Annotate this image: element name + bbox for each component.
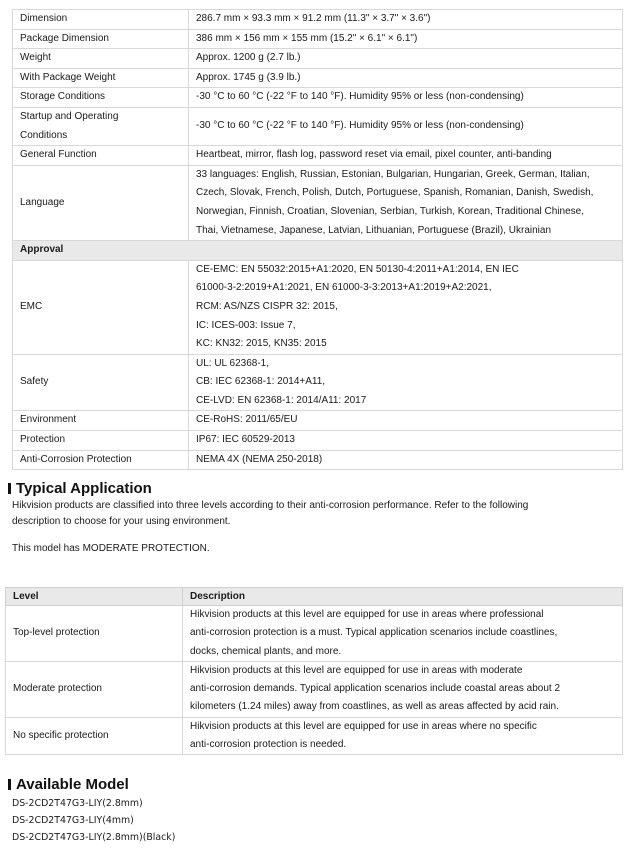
levels-header-description: Description — [183, 588, 623, 606]
spec-row — [13, 165, 623, 240]
level-description-line: docks, chemical plants, and more. — [190, 645, 342, 657]
levels-header-level: Level — [6, 588, 183, 606]
spec-value — [189, 354, 623, 411]
level-name: No specific protection — [6, 717, 183, 755]
typical-application-title: Typical Application — [16, 480, 152, 497]
level-name: Top-level protection — [6, 606, 183, 662]
level-name: Moderate protection — [6, 661, 183, 717]
spec-row — [13, 49, 623, 69]
level-row — [6, 717, 623, 755]
typical-intro-line: description to choose for your using environment. — [12, 516, 231, 527]
spec-label: Weight — [13, 49, 189, 69]
spec-value-line: Thai, Vietnamese, Japanese, Latvian, Lithuanian, Portuguese (Brazil), Ukrainian — [196, 224, 552, 236]
spec-value — [189, 411, 623, 431]
level-description-line: anti-corrosion protection is needed. — [190, 739, 347, 751]
model-item: DS-2CD2T47G3-LIY(4mm) — [12, 815, 134, 826]
spec-label-line: Conditions — [20, 129, 68, 141]
spec-value — [189, 88, 623, 108]
level-description — [183, 606, 623, 662]
spec-value — [189, 450, 623, 470]
spec-label: Package Dimension — [13, 29, 189, 49]
spec-value — [189, 165, 623, 240]
level-row — [6, 606, 623, 662]
spec-label — [13, 107, 189, 145]
model-protection-note: This model has MODERATE PROTECTION. — [12, 543, 210, 554]
spec-row — [13, 431, 623, 451]
spec-label: Storage Conditions — [13, 88, 189, 108]
spec-value-line: CE-RoHS: 2011/65/EU — [196, 414, 298, 426]
spec-row — [13, 107, 623, 145]
level-description — [183, 717, 623, 755]
available-model-title: Available Model — [16, 776, 129, 793]
spec-row — [13, 260, 623, 354]
model-item: DS-2CD2T47G3-LIY(2.8mm)(Black) — [12, 832, 176, 843]
spec-row — [13, 10, 623, 30]
spec-value-line: Heartbeat, mirror, flash log, password reset via email, pixel counter, anti-banding — [196, 149, 552, 161]
typical-intro — [12, 498, 612, 530]
spec-label: Environment — [13, 411, 189, 431]
spec-table — [12, 9, 623, 470]
spec-value-line: IC: ICES-003: Issue 7, — [196, 319, 296, 331]
spec-value-line: NEMA 4X (NEMA 250-2018) — [196, 453, 323, 465]
spec-row — [13, 146, 623, 166]
spec-value — [189, 29, 623, 49]
spec-label: Anti-Corrosion Protection — [13, 450, 189, 470]
spec-row — [13, 68, 623, 88]
spec-value-line: Czech, Slovak, French, Polish, Dutch, Portuguese, Spanish, Romanian, Danish, Swedish, — [196, 187, 594, 199]
spec-row — [13, 88, 623, 108]
model-item: DS-2CD2T47G3-LIY(2.8mm) — [12, 798, 143, 809]
spec-label: Dimension — [13, 10, 189, 30]
spec-value-line: Approx. 1745 g (3.9 lb.) — [196, 71, 301, 83]
spec-value — [189, 146, 623, 166]
spec-label: EMC — [13, 260, 189, 354]
model-list — [12, 795, 175, 846]
spec-value — [189, 431, 623, 451]
spec-value-line: CB: IEC 62368-1: 2014+A11, — [196, 376, 326, 388]
heading-bullet-icon — [8, 779, 11, 790]
levels-table-body — [6, 606, 623, 755]
spec-row — [13, 450, 623, 470]
spec-value-line: 286.7 mm × 93.3 mm × 91.2 mm (11.3" × 3.7" × 3.6") — [196, 13, 431, 24]
spec-value-line: -30 °C to 60 °C (-22 °F to 140 °F). Humidity 95% or less (non-condensing) — [196, 91, 524, 103]
spec-value — [189, 107, 623, 145]
spec-value-line: IP67: IEC 60529-2013 — [196, 434, 295, 446]
spec-row — [13, 411, 623, 431]
spec-value-line: Approx. 1200 g (2.7 lb.) — [196, 52, 301, 64]
available-model-heading — [8, 776, 129, 793]
level-description-line: anti-corrosion demands. Typical application scenarios include coastal areas about 2 — [190, 683, 561, 695]
level-description-line: Hikvision products at this level are equipped for use in areas where no specific — [190, 720, 537, 732]
spec-value-line: CE-EMC: EN 55032:2015+A1:2020, EN 50130-4:2011+A1:2014, EN IEC — [196, 263, 519, 275]
spec-row — [13, 354, 623, 411]
level-description-line: anti-corrosion protection is a must. Typical application scenarios include coastlines, — [190, 627, 558, 639]
spec-value — [189, 68, 623, 88]
protection-levels-table — [5, 587, 623, 755]
level-description-line: Hikvision products at this level are equipped for use in areas where professional — [190, 609, 544, 620]
spec-value-line: 61000-3-2:2019+A1:2021, EN 61000-3-3:2013+A1:2019+A2:2021, — [196, 282, 492, 294]
level-description — [183, 661, 623, 717]
typical-application-heading — [8, 480, 152, 497]
spec-value-line: -30 °C to 60 °C (-22 °F to 140 °F). Humidity 95% or less (non-condensing) — [196, 120, 524, 132]
spec-value-line: UL: UL 62368-1, — [196, 357, 270, 369]
levels-header-row — [6, 588, 623, 606]
heading-bullet-icon — [8, 483, 11, 494]
spec-label: General Function — [13, 146, 189, 166]
spec-table-body — [13, 10, 623, 470]
spec-label: Language — [13, 165, 189, 240]
level-description-line: kilometers (1.24 miles) away from coastlines, as well as areas affected by acid rain. — [190, 701, 559, 713]
spec-value — [189, 10, 623, 30]
spec-value-line: 33 languages: English, Russian, Estonian, Bulgarian, Hungarian, Greek, German, Italian, — [196, 168, 590, 180]
spec-label: With Package Weight — [13, 68, 189, 88]
spec-value-line: CE-LVD: EN 62368-1: 2014/A11: 2017 — [196, 394, 367, 406]
spec-value-line: Norwegian, Finnish, Croatian, Slovenian, Serbian, Turkish, Korean, Traditional Chinese, — [196, 205, 584, 217]
spec-value-line: KC: KN32: 2015, KN35: 2015 — [196, 338, 327, 350]
level-description-line: Hikvision products at this level are equipped for use in areas with moderate — [190, 664, 523, 676]
level-row — [6, 661, 623, 717]
spec-label: Protection — [13, 431, 189, 451]
spec-value-line: 386 mm × 156 mm × 155 mm (15.2" × 6.1" × 6.1") — [196, 32, 418, 44]
spec-row — [13, 29, 623, 49]
spec-label: Safety — [13, 354, 189, 411]
approval-section-title: Approval — [13, 241, 623, 261]
spec-value — [189, 49, 623, 69]
spec-value — [189, 260, 623, 354]
typical-intro-line: Hikvision products are classified into three levels according to their anti-corrosion performance. Refer to the following — [12, 500, 529, 511]
spec-label-line: Startup and Operating — [20, 110, 119, 122]
spec-value-line: RCM: AS/NZS CISPR 32: 2015, — [196, 300, 338, 312]
approval-section-row — [13, 241, 623, 261]
